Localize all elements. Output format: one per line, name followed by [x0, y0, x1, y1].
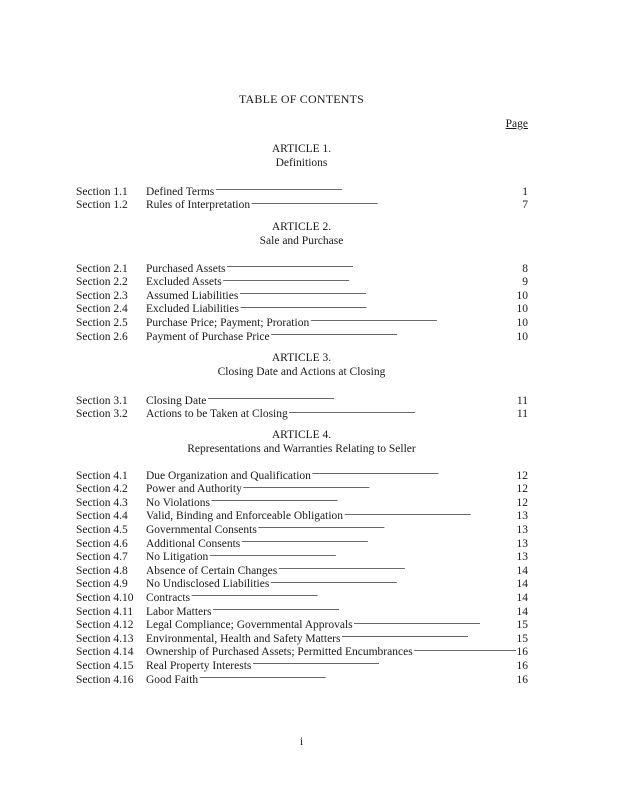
section-title: Assumed Liabilities: [146, 289, 239, 302]
section-page: 16: [516, 659, 528, 672]
dot-leader: [239, 285, 515, 299]
section-number: Section 4.8: [76, 564, 128, 577]
section-number: Section 2.2: [76, 276, 128, 289]
toc-entry[interactable]: [76, 258, 528, 275]
section-page: 1: [522, 185, 528, 198]
section-title: Governmental Consents: [146, 523, 257, 536]
article-2-heading: [0, 220, 603, 248]
section-page: 12: [516, 496, 528, 509]
article-4-heading: [0, 428, 603, 456]
section-number: Section 1.2: [76, 199, 128, 212]
dot-leader: [414, 642, 516, 656]
section-page: 10: [516, 289, 528, 302]
dot-leader: [215, 181, 519, 195]
dot-leader: [252, 655, 515, 669]
section-title: Due Organization and Qualification: [146, 469, 311, 482]
section-page: 13: [516, 551, 528, 564]
section-page: 10: [516, 316, 528, 329]
section-page: 7: [522, 199, 528, 212]
section-page: 16: [516, 673, 528, 686]
section-number: Section 4.12: [76, 619, 134, 632]
dot-leader: [240, 299, 516, 313]
article-title: Sale and Purchase: [259, 235, 344, 247]
dot-leader: [212, 601, 515, 615]
article-title: Closing Date and Actions at Closing: [217, 366, 386, 378]
section-title: Ownership of Purchased Assets; Permitted Encumbrances: [146, 646, 413, 659]
section-title: Actions to be Taken at Closing: [146, 408, 288, 421]
section-title: Defined Terms: [146, 185, 215, 198]
section-number: Section 3.2: [76, 408, 128, 421]
section-title: Absence of Certain Changes: [146, 564, 278, 577]
dot-leader: [278, 560, 515, 574]
section-title: Contracts: [146, 591, 191, 604]
article-title: Definitions: [275, 157, 328, 169]
dot-leader: [191, 587, 515, 601]
section-page: 9: [522, 276, 528, 289]
section-title: No Litigation: [146, 551, 209, 564]
section-number: Section 4.9: [76, 578, 128, 591]
section-title: Payment of Purchase Price: [146, 330, 270, 343]
section-title: Excluded Assets: [146, 276, 222, 289]
dot-leader: [341, 628, 515, 642]
section-title: No Undisclosed Liabilities: [146, 578, 270, 591]
article-1-sections: [76, 181, 528, 212]
section-number: Section 4.6: [76, 537, 128, 550]
dot-leader: [354, 615, 516, 629]
section-title: Legal Compliance; Governmental Approvals: [146, 619, 353, 632]
section-page: 14: [516, 605, 528, 618]
dot-leader: [241, 533, 515, 547]
section-number: Section 2.5: [76, 316, 128, 329]
section-number: Section 4.15: [76, 659, 134, 672]
dot-leader: [209, 547, 515, 561]
section-number: Section 4.1: [76, 469, 128, 482]
section-number: Section 4.5: [76, 523, 128, 536]
article-3-sections: [76, 390, 528, 421]
section-page: 14: [516, 564, 528, 577]
article-number: ARTICLE 3.: [271, 352, 332, 364]
article-number: ARTICLE 4.: [271, 429, 332, 441]
section-page: 13: [516, 537, 528, 550]
section-title: Additional Consents: [146, 537, 241, 550]
toc-entry[interactable]: [76, 390, 528, 407]
article-4-sections: [76, 465, 528, 686]
toc-title: TABLE OF CONTENTS: [238, 92, 365, 106]
dot-leader: [310, 312, 515, 326]
section-page: 10: [516, 303, 528, 316]
article-number: ARTICLE 2.: [271, 221, 332, 233]
dot-leader: [251, 195, 519, 209]
section-page: 13: [516, 510, 528, 523]
section-number: Section 3.1: [76, 394, 128, 407]
section-page: 11: [516, 408, 528, 421]
section-title: Purchase Price; Payment; Proration: [146, 316, 310, 329]
section-page: 15: [516, 619, 528, 632]
article-title: Representations and Warranties Relating to Seller: [187, 443, 416, 455]
page-column-label: Page: [505, 118, 528, 130]
footer-page-number: i: [299, 736, 304, 748]
article-2-sections: [76, 258, 528, 343]
section-title: Purchased Assets: [146, 262, 226, 275]
dot-leader: [199, 669, 515, 683]
section-title: Labor Matters: [146, 605, 212, 618]
section-number: Section 2.6: [76, 330, 128, 343]
dot-leader: [207, 390, 516, 404]
article-number: ARTICLE 1.: [271, 143, 332, 155]
section-title: Power and Authority: [146, 483, 242, 496]
section-title: No Violations: [146, 496, 210, 509]
section-title: Closing Date: [146, 394, 207, 407]
section-page: 13: [516, 523, 528, 536]
section-title: Rules of Interpretation: [146, 199, 251, 212]
dot-leader: [258, 519, 516, 533]
dot-leader: [270, 574, 515, 588]
article-1-heading: [0, 142, 603, 170]
section-number: Section 4.10: [76, 591, 134, 604]
section-title: Valid, Binding and Enforceable Obligation: [146, 510, 344, 523]
section-page: 12: [516, 469, 528, 482]
section-number: Section 4.11: [76, 605, 134, 618]
dot-leader: [243, 479, 516, 493]
dot-leader: [289, 404, 516, 418]
dot-leader: [344, 506, 515, 520]
section-number: Section 4.2: [76, 483, 128, 496]
section-number: Section 4.14: [76, 646, 134, 659]
section-title: Excluded Liabilities: [146, 303, 239, 316]
dot-leader: [211, 492, 516, 506]
dot-leader: [227, 258, 519, 272]
section-page: 14: [516, 578, 528, 591]
section-page: 8: [522, 262, 528, 275]
dot-leader: [271, 326, 516, 340]
toc-entry[interactable]: [76, 465, 528, 482]
section-number: Section 4.7: [76, 551, 128, 564]
article-3-heading: [0, 351, 603, 379]
section-title: Real Property Interests: [146, 659, 252, 672]
dot-leader: [312, 465, 516, 479]
section-number: Section 4.3: [76, 496, 128, 509]
section-page: 12: [516, 483, 528, 496]
section-number: Section 4.13: [76, 632, 134, 645]
section-title: Environmental, Health and Safety Matters: [146, 632, 341, 645]
section-page: 11: [516, 394, 528, 407]
section-page: 16: [516, 646, 528, 659]
toc-entry[interactable]: [76, 181, 528, 198]
section-number: Section 2.3: [76, 289, 128, 302]
section-number: Section 2.1: [76, 262, 128, 275]
section-page: 15: [516, 632, 528, 645]
section-number: Section 1.1: [76, 185, 128, 198]
section-page: 10: [516, 330, 528, 343]
section-number: Section 2.4: [76, 303, 128, 316]
section-title: Good Faith: [146, 673, 199, 686]
section-page: 14: [516, 591, 528, 604]
section-number: Section 4.16: [76, 673, 134, 686]
dot-leader: [223, 272, 519, 286]
section-number: Section 4.4: [76, 510, 128, 523]
